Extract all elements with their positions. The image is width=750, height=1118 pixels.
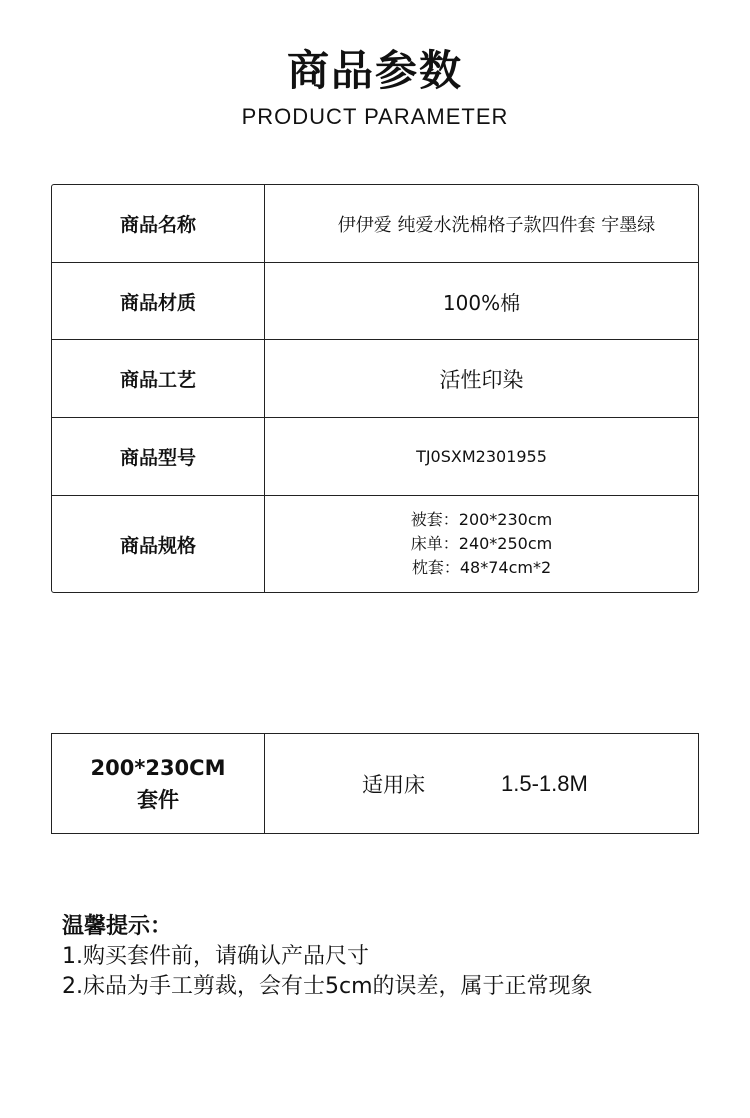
bed-fit-cell	[265, 734, 698, 833]
craft-label: 商品工艺	[52, 340, 265, 418]
tips-section	[62, 912, 722, 1002]
bed-range: 1.5-1.8M	[501, 770, 588, 796]
parameter-table	[51, 184, 699, 593]
material-label: 商品材质	[52, 263, 265, 340]
tip-line-1: 1.购买套件前，请确认产品尺寸	[62, 944, 369, 969]
name-label: 商品名称	[52, 185, 265, 263]
spec-label: 商品规格	[52, 496, 265, 592]
material-value: 100%棉	[265, 263, 698, 340]
set-unit: 套件	[137, 787, 179, 812]
page-subtitle: PRODUCT PARAMETER	[241, 104, 509, 129]
model-label: 商品型号	[52, 418, 265, 496]
name-value: 伊伊爱 纯爱水洗棉格子款四件套 宇墨绿	[265, 185, 698, 263]
size-table	[51, 733, 699, 834]
spec-line-pillow: 枕套：48*74cm*2	[411, 558, 552, 577]
tip-line-2: 2.床品为手工剪裁，会有士5cm的误差，属于正常现象	[62, 974, 593, 999]
spec-line-duvet: 被套：200*230cm	[410, 510, 553, 529]
set-size-cell	[52, 734, 265, 833]
tips-title: 温馨提示：	[62, 914, 173, 939]
craft-value: 活性印染	[265, 340, 698, 418]
spec-value	[265, 496, 698, 592]
page-title: 商品参数	[286, 46, 463, 95]
set-size: 200*230CM	[90, 755, 226, 780]
bed-label: 适用床	[362, 772, 425, 797]
model-value: TJ0SXM2301955	[265, 418, 698, 496]
spec-line-sheet: 床单：240*250cm	[410, 534, 553, 553]
